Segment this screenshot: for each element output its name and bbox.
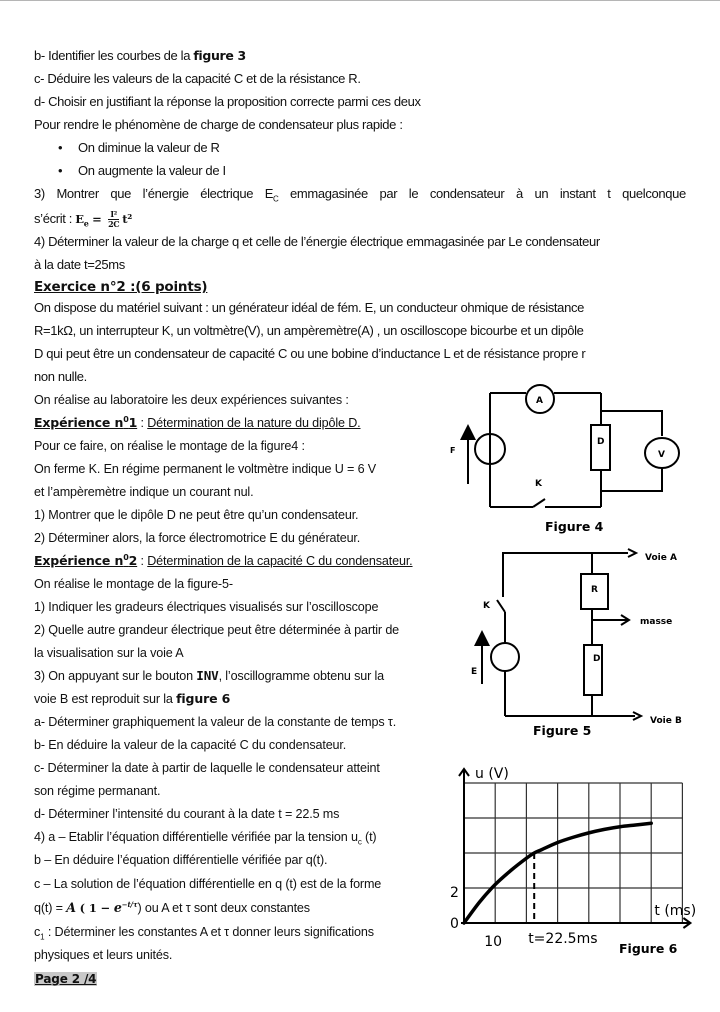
formula-prefix: s’écrit : xyxy=(34,211,76,226)
sub-question: a- Déterminer graphiquement la valeur de la constante de temps τ. xyxy=(34,715,397,729)
text: q(t) = xyxy=(34,901,67,915)
figure-4-labels xyxy=(450,396,665,534)
word: quelconque xyxy=(622,186,686,201)
exp2-line: On réalise le montage de la figure-5- xyxy=(34,577,233,591)
exp1-line: et l’ampèremètre indique un courant nul. xyxy=(34,485,254,499)
figure-5-circuit xyxy=(482,549,641,720)
subscript: 1 xyxy=(40,932,45,942)
question-4c: c – La solution de l’équation différentielle en q (t) est de la forme xyxy=(34,877,382,891)
superscript: 0 xyxy=(123,414,129,424)
word: un xyxy=(534,186,549,201)
question-c: c- Déduire les valeurs de la capacité C et de la résistance R. xyxy=(34,71,361,86)
fraction-numerator: I² xyxy=(108,210,119,220)
wire xyxy=(601,468,662,491)
word: t xyxy=(607,186,611,201)
question-4-cont: à la date t=25ms xyxy=(34,257,125,272)
dipole-label: D xyxy=(597,437,605,447)
question-d-context: Pour rendre le phénomène de charge de condensateur plus rapide : xyxy=(34,117,403,132)
figure-4-caption: Figure 4 xyxy=(545,519,604,534)
word: l’énergie xyxy=(142,186,189,201)
intro-line: On dispose du matériel suivant : un générateur idéal de fém. E, un conducteur ohmique de résistance xyxy=(34,300,584,315)
word: à xyxy=(516,186,523,201)
annotation-label: t=22.5ms xyxy=(528,931,598,947)
label-text: Expérience n xyxy=(34,553,124,568)
dipole-label: D xyxy=(593,654,601,664)
figure-6-ref: figure 6 xyxy=(176,691,231,706)
exercise-2-title: Exercice n°2 :(6 points) xyxy=(34,279,208,295)
wire xyxy=(503,553,628,597)
resistor-label: R xyxy=(591,585,598,595)
generator-symbol xyxy=(491,643,519,671)
y-tick-label: 2 xyxy=(450,885,459,901)
ammeter-label: A xyxy=(536,396,543,406)
word: le xyxy=(408,186,419,201)
exponent: −t/τ xyxy=(121,899,138,909)
constant-a: A xyxy=(66,900,76,915)
bullet-text: On augmente la valeur de I xyxy=(78,163,226,178)
figure-6-caption: Figure 6 xyxy=(619,941,678,956)
word: 3) xyxy=(34,186,45,201)
figure-3-ref: figure 3 xyxy=(193,48,246,63)
channel-a-label: Voie A xyxy=(645,553,677,563)
exp1-line: Pour ce faire, on réalise le montage de la figure4 : xyxy=(34,439,305,453)
intro-line: D qui peut être un condensateur de capacité C ou une bobine d’inductance L et de résistance propre r xyxy=(34,346,586,361)
label-number: 2 xyxy=(128,553,138,568)
question-c1-cont: physiques et leurs unités. xyxy=(34,948,173,962)
word: condensateur xyxy=(429,186,505,201)
text: 3) On appuyant sur le bouton xyxy=(34,669,197,683)
formula-symbol: E xyxy=(75,212,84,226)
intro-line: non nulle. xyxy=(34,369,87,384)
exp1-line: 2) Déterminer alors, la force électromotrice E du générateur. xyxy=(34,531,361,545)
figure-4-circuit xyxy=(468,385,679,507)
question-4b: b – En déduire l’équation différentielle vérifiée par q(t). xyxy=(34,853,328,867)
figure-5-caption: Figure 5 xyxy=(533,723,592,738)
x-axis-label: t (ms) xyxy=(654,903,697,919)
label-number: 1 xyxy=(128,415,138,430)
question-4: 4) Déterminer la valeur de la charge q et celle de l’énergie électrique emmagasinée par Le condensateur xyxy=(34,234,600,249)
switch-k xyxy=(533,499,545,507)
x-tick-label: 10 xyxy=(484,934,503,950)
bullet-icon: • xyxy=(58,140,63,155)
intro-line: R=1kΩ, un interrupteur K, un voltmètre(V), un ampèremètre(A) , un oscilloscope bicourbe et un dipôle xyxy=(34,323,584,338)
fraction-denominator: 2C xyxy=(108,219,120,230)
exp1-line: 1) Montrer que le dipôle D ne peut être qu’un condensateur. xyxy=(34,508,359,522)
word: que xyxy=(110,186,132,201)
page-number-label: Page 2 /4 xyxy=(35,972,97,986)
bullet-icon: • xyxy=(58,163,63,178)
separator: : xyxy=(137,416,148,430)
emf-label: F xyxy=(450,446,456,455)
sub-question: d- Déterminer l’intensité du courant à la date t = 22.5 ms xyxy=(34,807,340,821)
superscript: 0 xyxy=(123,552,129,562)
formula-t-squared: t² xyxy=(122,212,132,226)
exp2-line: la visualisation sur la voie A xyxy=(34,646,184,660)
exp2-line: 1) Indiquer les gradeurs électriques visualisés sur l’oscilloscope xyxy=(34,600,379,614)
switch-label: K xyxy=(535,479,542,489)
subscript: e xyxy=(83,218,89,229)
exp1-line: On ferme K. En régime permanent le voltmètre indique U = 6 V xyxy=(34,462,377,476)
question-b-text: b- Identifier les courbes de la xyxy=(34,48,194,63)
switch-label: K xyxy=(483,601,490,611)
word: E xyxy=(264,186,274,201)
subscript: c xyxy=(357,837,362,847)
text: 4) a – Etablir l’équation différentielle vérifiée par la tension u xyxy=(34,830,358,844)
channel-b-label: Voie B xyxy=(650,716,682,726)
text: ou A et τ sont deux constantes xyxy=(141,901,310,915)
dipole-d-symbol xyxy=(584,645,602,695)
voltmeter-label: V xyxy=(658,450,665,460)
subscript: C xyxy=(273,194,279,204)
bullet-text: On diminue la valeur de R xyxy=(78,140,220,155)
text: : Déterminer les constantes A et τ donner leurs significations xyxy=(44,925,374,939)
y-axis-label: u (V) xyxy=(475,766,509,782)
label-text: Expérience n xyxy=(34,415,124,430)
chart-grid xyxy=(464,783,682,923)
inv-button-ref: INV xyxy=(196,668,219,683)
separator: : xyxy=(137,554,148,568)
text: voie B est reproduit sur la xyxy=(34,692,177,706)
y-tick-label: 0 xyxy=(450,916,459,932)
lab-line: On réalise au laboratoire les deux expériences suivantes : xyxy=(34,393,349,407)
text: (t) xyxy=(361,830,377,844)
word: instant xyxy=(559,186,596,201)
sub-question: c- Déterminer la date à partir de laquelle le condensateur atteint xyxy=(34,761,380,775)
emf-label: E xyxy=(471,667,478,677)
sub-question: b- En déduire la valeur de la capacité C du condensateur. xyxy=(34,738,347,752)
word: par xyxy=(379,186,398,201)
channel-a-arrow xyxy=(628,549,636,557)
exp-e: e xyxy=(113,900,122,915)
figure-6-chart xyxy=(450,766,696,956)
experience-2-title: Détermination de la capacité C du condensateur. xyxy=(147,554,413,568)
exp2-line: 2) Quelle autre grandeur électrique peut être déterminée à partir de xyxy=(34,623,400,637)
switch-k xyxy=(497,600,505,612)
text: c xyxy=(34,925,41,939)
word: électrique xyxy=(200,186,254,201)
sub-question: son régime permanant. xyxy=(34,784,161,798)
ground-label: masse xyxy=(640,617,673,627)
word: Montrer xyxy=(56,186,99,201)
dipole-d-symbol xyxy=(591,425,610,470)
question-d: d- Choisir en justifiant la réponse la proposition correcte parmi ces deux xyxy=(34,94,421,109)
text: , l’oscillogramme obtenu sur la xyxy=(218,669,385,683)
text: ) xyxy=(137,901,142,915)
experience-1-title: Détermination de la nature du dipôle D. xyxy=(147,416,361,430)
text: ( 1 − xyxy=(75,901,114,915)
word: emmagasinée xyxy=(290,186,368,201)
equals-sign: = xyxy=(88,212,106,226)
